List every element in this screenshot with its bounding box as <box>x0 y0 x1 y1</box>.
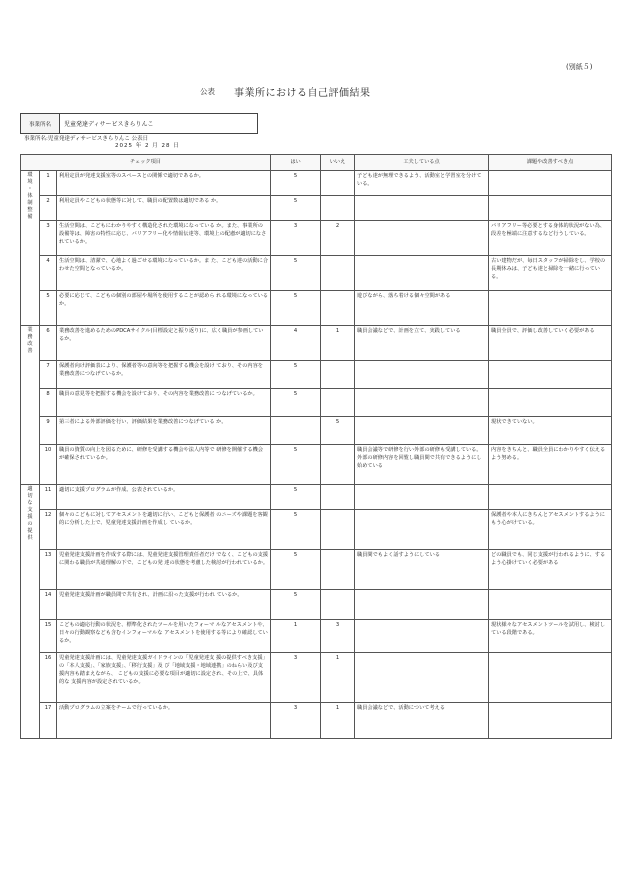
category-char: の <box>27 521 33 528</box>
row-number: 16 <box>40 653 57 703</box>
no-count: 3 <box>321 620 355 653</box>
row-number: 6 <box>40 326 57 361</box>
no-count <box>321 485 355 510</box>
doing-text <box>355 389 489 417</box>
improve-text: バリアフリー等必要とする身体的状況がない為、段差を極端に注意するなど行うしている。 <box>489 221 612 256</box>
row-number: 5 <box>40 291 57 326</box>
table-row <box>21 590 612 620</box>
no-count: 5 <box>321 417 355 445</box>
item-text: 職員の資質の向上を図るために、研修を受講する機会や法人内等で 研修を開催する機会が確保されているか。 <box>57 445 271 485</box>
facility-name: 児童発達ディサービスきらりんこ <box>64 121 154 128</box>
table-row <box>21 291 612 326</box>
public-label: 公表 <box>200 87 215 96</box>
row-number: 12 <box>40 510 57 550</box>
no-count: 2 <box>321 221 355 256</box>
yes-count: 4 <box>271 326 321 361</box>
yes-count: 5 <box>271 445 321 485</box>
no-count <box>321 590 355 620</box>
category-char: 善 <box>27 348 33 355</box>
yes-count: 3 <box>271 703 321 739</box>
no-count: 1 <box>321 703 355 739</box>
improve-text <box>489 590 612 620</box>
doing-text: 遊びながら、落ち着ける個々空間がある <box>355 291 489 326</box>
item-text: 保護者向け評価表により、保護者等の意向等を把握する機会を設け ており、その内容を業務改善につなげているか。 <box>57 361 271 389</box>
table-row <box>21 196 612 221</box>
yes-count: 5 <box>271 196 321 221</box>
yes-count: 5 <box>271 389 321 417</box>
row-number: 11 <box>40 485 57 510</box>
table-row <box>21 171 612 196</box>
header-no: いいえ <box>321 155 355 171</box>
item-text: 生活空間は、こどもにわかりやすく構造化された環境になっている か。また、事業所の設備等は、障害の特性に応じ、バリアフリー化や情報伝達等、環境上の配慮が適切になされているか。 <box>57 221 271 256</box>
doing-text <box>355 510 489 550</box>
no-count <box>321 550 355 590</box>
table-row <box>21 703 612 739</box>
improve-text <box>489 703 612 739</box>
facility-box <box>20 113 258 134</box>
no-count <box>321 196 355 221</box>
page-title: 事業所における自己評価結果 <box>234 88 371 99</box>
table-row <box>21 361 612 389</box>
item-text: 生活空間は、清潔で、心地よく過ごせる環境になっているか。ま た、こども達の活動に合わせた空間となっているか。 <box>57 256 271 291</box>
table-header-row <box>21 155 612 171</box>
row-number: 2 <box>40 196 57 221</box>
evaluation-table <box>20 154 612 739</box>
improve-text: 現状様々なアセスメントツールを試用し、検討している段階である。 <box>489 620 612 653</box>
yes-count: 5 <box>271 550 321 590</box>
yes-count: 5 <box>271 171 321 196</box>
category-char: 切 <box>27 493 33 500</box>
category-char: 改 <box>27 341 33 348</box>
doing-text: 職員会議等で研修を行い外部の研修も受講している。外部の研修内容を回覧し職員間で共有できるようにし始めている <box>355 445 489 485</box>
header-improve: 課題や改善すべき点 <box>489 155 612 171</box>
doing-text: 職員会議などで、計画を立て、実践している <box>355 326 489 361</box>
item-text: 第三者による外部評価を行い、評価結果を業務改善につなげている か。 <box>57 417 271 445</box>
doing-text <box>355 590 489 620</box>
row-number: 4 <box>40 256 57 291</box>
doing-text <box>355 196 489 221</box>
item-text: 利用定員が発達支援室等のスペースとの関係で適切であるか。 <box>57 171 271 196</box>
header-check-item: チェック項目 <box>21 155 271 171</box>
category-char: 提 <box>27 528 33 535</box>
row-number: 7 <box>40 361 57 389</box>
no-count <box>321 510 355 550</box>
row-number: 13 <box>40 550 57 590</box>
category-char: 備 <box>27 214 33 221</box>
category-char: 制 <box>27 200 33 207</box>
table-row <box>21 445 612 485</box>
category-char: 業 <box>27 327 33 333</box>
yes-count: 3 <box>271 653 321 703</box>
no-count <box>321 256 355 291</box>
doing-text <box>355 221 489 256</box>
item-text: 個々のこどもに対してアセスメントを適切に行い、こどもと保護者 のニーズや課題を客観的に分析した上で、児童発達支援計画を作成し ているか。 <box>57 510 271 550</box>
improve-text: 保護者や本人にきちんとアセスメントするようにもう心がけている。 <box>489 510 612 550</box>
no-count <box>321 291 355 326</box>
table-row <box>21 221 612 256</box>
category-char: 支 <box>27 507 33 514</box>
category-char: 務 <box>27 334 33 341</box>
no-count <box>321 445 355 485</box>
improve-text <box>489 389 612 417</box>
item-text: 職員の意見等を把握する機会を設けており、その内容を業務改善に つなげているか。 <box>57 389 271 417</box>
category-char: 整 <box>27 207 33 214</box>
row-number: 9 <box>40 417 57 445</box>
category-char: な <box>27 500 33 507</box>
improve-text: 内容をきちんと、職員全員にわかりやすく伝えるよう努める。 <box>489 445 612 485</box>
row-number: 1 <box>40 171 57 196</box>
item-text: 活動プログラムの立案をチームで行っているか。 <box>57 703 271 739</box>
no-count: 1 <box>321 653 355 703</box>
table-row <box>21 620 612 653</box>
category-char: 境 <box>27 179 33 186</box>
table-row <box>21 550 612 590</box>
improve-text <box>489 485 612 510</box>
table-row <box>21 653 612 703</box>
table-row <box>21 417 612 445</box>
item-text: こどもの適応行動の状況を、標準化されたツールを用いたフォーマ ルなアセスメントや、日々の行動観察なども含むインフォーマルな アセスメントを使用する等により確認しているか。 <box>57 620 271 653</box>
yes-count: 1 <box>271 620 321 653</box>
item-text: 業務改善を進めるためのPDCAサイクル(目標設定と振り返り)に、広く職員が参画しているか。 <box>57 326 271 361</box>
yes-count: 5 <box>271 485 321 510</box>
improve-text: どの職員でも、同じ支援が行われるように、するよう心掛けていく必要がある <box>489 550 612 590</box>
improve-text <box>489 291 612 326</box>
improve-text <box>489 361 612 389</box>
yes-count <box>271 417 321 445</box>
yes-count: 5 <box>271 590 321 620</box>
doing-text: 子ども達が無理できるよう、活動室と学習室を分けている。 <box>355 171 489 196</box>
category-char: 適 <box>27 486 33 492</box>
item-text: 適切に支援プログラムが作成、公表されているか。 <box>57 485 271 510</box>
doing-text: 職員会議などで、活動について考える <box>355 703 489 739</box>
row-number: 15 <box>40 620 57 653</box>
table-row <box>21 256 612 291</box>
category-char: ・ <box>27 186 33 193</box>
item-text: 利用定員やこどもの状態等に対して、職員の配置数は適切である か。 <box>57 196 271 221</box>
facility-label: 事業所名 <box>21 114 60 133</box>
no-count <box>321 171 355 196</box>
publication-line: 事業所名:児童発達ディサービスきらりんこ 公表日 <box>24 136 149 142</box>
header-doing: 工夫している点 <box>355 155 489 171</box>
table-row <box>21 326 612 361</box>
category-char: 環 <box>27 172 33 178</box>
doing-text: 職員間でもよく話すようにしている <box>355 550 489 590</box>
yes-count: 5 <box>271 291 321 326</box>
category-cell <box>21 171 40 326</box>
annex-label: (別紙５) <box>566 63 593 71</box>
doing-text <box>355 361 489 389</box>
doing-text <box>355 485 489 510</box>
row-number: 8 <box>40 389 57 417</box>
table-row <box>21 485 612 510</box>
yes-count: 5 <box>271 361 321 389</box>
row-number: 3 <box>40 221 57 256</box>
doing-text <box>355 256 489 291</box>
row-number: 10 <box>40 445 57 485</box>
improve-text <box>489 653 612 703</box>
improve-text <box>489 171 612 196</box>
row-number: 14 <box>40 590 57 620</box>
yes-count: 5 <box>271 256 321 291</box>
item-text: 必要に応じて、こどもの個別の部屋や場所を使用することが認めら れる環境になっているか。 <box>57 291 271 326</box>
item-text: 児童発達支援計画が職員間で共有され、計画に沿った支援が行われ ているか。 <box>57 590 271 620</box>
item-text: 児童発達支援計画を作成する際には、児童発達支援管理責任者だけ でなく、こどもの支援に関わる職員が共通理解の下で、こどもの発 達の状態を考慮した検討が行われているか。 <box>57 550 271 590</box>
table-row <box>21 510 612 550</box>
header-yes: はい <box>271 155 321 171</box>
improve-text <box>489 196 612 221</box>
category-char: 供 <box>27 535 33 542</box>
category-char: 体 <box>27 193 33 200</box>
table-row <box>21 389 612 417</box>
item-text: 児童発達支援計画には、児童発達支援ガイドラインの「児童発達支 援の提供すべき支援」の「本人支援」、「家族支援」、「移行支援」及 び「地域支援・地域連携」のねらい及び支援内容も踏まえながら、 こどもの支援に必要な項目が適切に設定され、その上で、具体的な 支援内容が設定されているか。 <box>57 653 271 703</box>
improve-text: 職員全員で、評価し改善していく必要がある <box>489 326 612 361</box>
improve-text: 現状できていない。 <box>489 417 612 445</box>
no-count: 1 <box>321 326 355 361</box>
no-count <box>321 389 355 417</box>
category-cell <box>21 326 40 485</box>
yes-count: 5 <box>271 510 321 550</box>
row-number: 17 <box>40 703 57 739</box>
no-count <box>321 361 355 389</box>
publication-date: 2025 年 2 月 28 日 <box>115 143 180 149</box>
doing-text <box>355 620 489 653</box>
doing-text <box>355 417 489 445</box>
improve-text: 古い建物だが、毎日スタッフが掃除をし、学校の長期休みは、子ども達と掃除を一緒に行っている。 <box>489 256 612 291</box>
category-char: 援 <box>27 514 33 521</box>
doing-text <box>355 653 489 703</box>
category-cell <box>21 485 40 739</box>
yes-count: 3 <box>271 221 321 256</box>
